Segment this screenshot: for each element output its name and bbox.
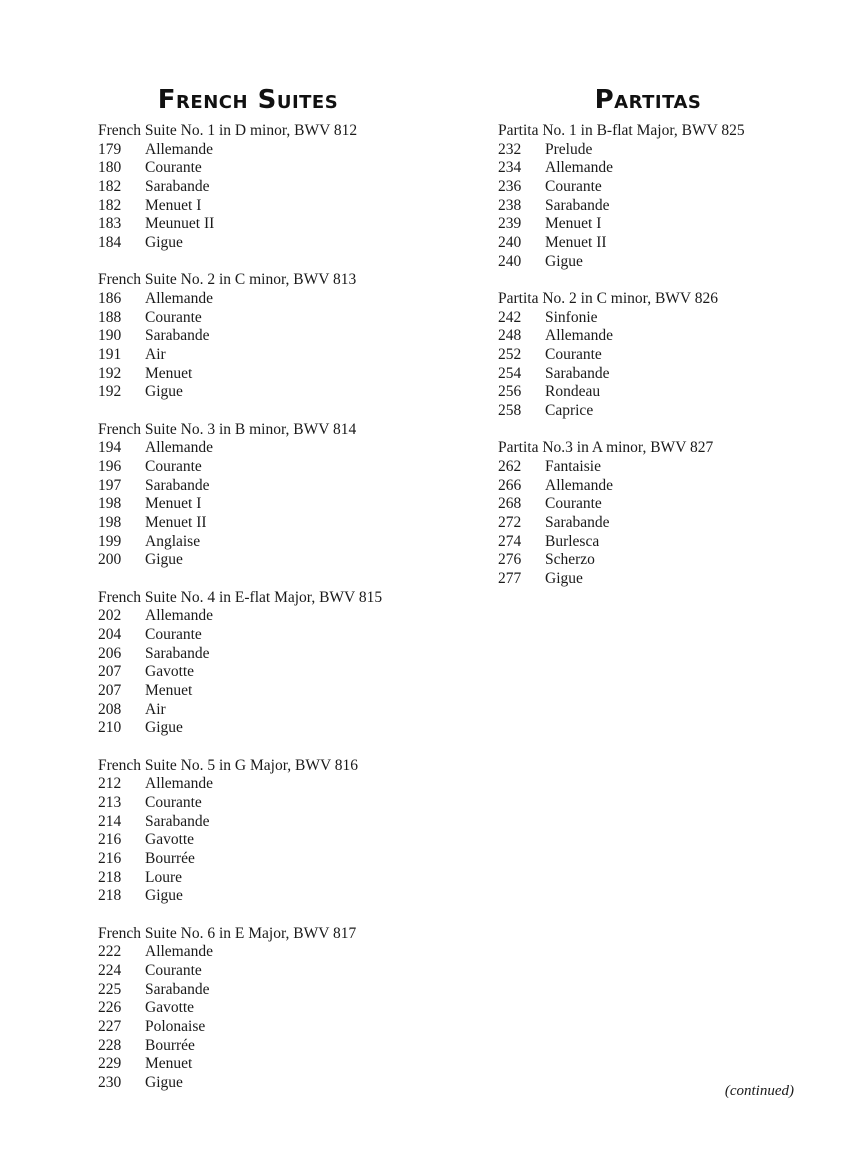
suite-block: [98, 757, 438, 907]
page-number: 183: [98, 215, 122, 233]
suite-title: French Suite No. 5 in G Major, BWV 816: [98, 756, 358, 774]
movement-row: [98, 962, 438, 981]
page-number: 180: [98, 159, 122, 177]
movement-row: [98, 309, 438, 328]
movement-name: Courante: [545, 495, 602, 513]
movement-row: [498, 346, 818, 365]
movement-name: Menuet: [145, 364, 193, 382]
page-number: 240: [498, 252, 522, 270]
movement-row: [98, 813, 438, 832]
movement-row: [498, 514, 818, 533]
movement-name: Sarabande: [145, 178, 210, 196]
page-number: 198: [98, 495, 122, 513]
movement-name: Allemande: [145, 607, 214, 625]
page-number: 206: [98, 644, 122, 662]
page-number: 262: [498, 458, 522, 475]
movement-row: [98, 458, 438, 477]
movement-name: Courante: [145, 626, 202, 643]
page-number: 248: [498, 327, 522, 345]
page-number: 268: [498, 495, 522, 513]
page-number: 200: [98, 551, 122, 569]
page-number: 213: [98, 794, 122, 811]
movement-row: [498, 477, 818, 496]
movement-name: Fantaisie: [545, 458, 601, 475]
movement-name: Menuet I: [145, 495, 202, 513]
page-number: 182: [98, 196, 122, 214]
movement-name: Gigue: [145, 383, 183, 401]
movement-name: Sarabande: [545, 514, 610, 532]
suite-title: Partita No.3 in A minor, BWV 827: [498, 439, 714, 457]
suite-block: [98, 421, 438, 571]
page-number: 204: [98, 626, 122, 643]
page-number: 227: [98, 1018, 122, 1036]
movement-row: [98, 551, 438, 570]
movement-name: Menuet I: [145, 196, 202, 214]
section-heading: French Suites: [157, 85, 339, 115]
movement-row: [98, 327, 438, 346]
suite-title: French Suite No. 1 in D minor, BWV 812: [98, 122, 358, 139]
movement-name: Allemande: [545, 159, 614, 177]
movement-row: [98, 775, 438, 794]
page-number: 240: [498, 234, 522, 252]
page-number: 238: [498, 196, 522, 214]
movement-name: Allemande: [145, 140, 214, 158]
movement-row: [98, 887, 438, 906]
movement-row: [98, 290, 438, 309]
movement-row: [498, 570, 818, 589]
page-number: 276: [498, 551, 522, 569]
suite-block: [98, 122, 438, 253]
movement-name: Menuet: [145, 1055, 193, 1073]
page-number: 197: [98, 476, 122, 494]
movement-row: [98, 943, 438, 962]
movement-name: Air: [145, 346, 166, 364]
movement-row: [98, 645, 438, 664]
page-number: 277: [498, 570, 522, 588]
page-number: 192: [98, 364, 122, 382]
movement-name: Menuet II: [545, 234, 607, 252]
movement-name: Courante: [145, 458, 202, 475]
suite-block: [98, 925, 438, 1093]
movement-name: Air: [145, 700, 166, 718]
suite-block: [98, 271, 438, 402]
movement-row: [498, 495, 818, 514]
movement-name: Menuet: [145, 682, 193, 700]
movement-name: Gavotte: [145, 663, 195, 681]
movement-row: [98, 626, 438, 645]
page-number: 214: [98, 812, 122, 830]
movement-name: Menuet II: [145, 514, 207, 532]
movement-name: Sarabande: [145, 644, 210, 662]
movement-row: [98, 1055, 438, 1074]
movement-row: [98, 1018, 438, 1037]
movement-row: [98, 159, 438, 178]
page-number: 194: [98, 439, 122, 457]
page-number: 252: [498, 346, 522, 364]
movement-name: Menuet I: [545, 215, 602, 233]
section-heading: Partitas: [594, 85, 702, 115]
page-number: 229: [98, 1055, 122, 1073]
suite-title: Partita No. 1 in B-flat Major, BWV 825: [498, 122, 745, 139]
movement-row: [98, 477, 438, 496]
column-french-suites: [98, 78, 438, 1111]
page-number: 212: [98, 775, 122, 793]
movement-row: [498, 253, 818, 272]
movement-row: [498, 383, 818, 402]
page-number: 208: [98, 700, 122, 718]
movement-row: [98, 514, 438, 533]
movement-name: Gigue: [145, 551, 183, 569]
movement-row: [498, 215, 818, 234]
movement-row: [98, 234, 438, 253]
suite-list: [98, 122, 438, 1093]
movement-name: Burlesca: [545, 532, 600, 550]
movement-row: [498, 197, 818, 216]
page-number: 202: [98, 607, 122, 625]
movement-row: [98, 346, 438, 365]
movement-name: Scherzo: [545, 551, 595, 569]
movement-row: [98, 141, 438, 160]
page-number: 186: [98, 290, 122, 307]
page-number: 234: [498, 159, 522, 177]
page-number: 207: [98, 663, 122, 681]
movement-row: [98, 533, 438, 552]
page-number: 218: [98, 887, 122, 905]
suite-block: [98, 589, 438, 739]
movement-name: Sarabande: [545, 364, 610, 382]
movement-name: Gigue: [145, 1074, 183, 1092]
movement-name: Courante: [145, 794, 202, 811]
movement-row: [98, 1037, 438, 1056]
movement-row: [98, 981, 438, 1000]
page-number: 182: [98, 178, 122, 196]
page-number: 272: [498, 514, 522, 532]
page-number: 196: [98, 458, 122, 475]
suite-title: French Suite No. 6 in E Major, BWV 817: [98, 924, 357, 942]
movement-name: Allemande: [145, 290, 214, 307]
movement-row: [98, 383, 438, 402]
movement-row: [498, 327, 818, 346]
page-number: 198: [98, 514, 122, 532]
movement-row: [498, 365, 818, 384]
movement-row: [98, 365, 438, 384]
movement-name: Allemande: [145, 439, 214, 457]
movement-name: Courante: [145, 159, 202, 177]
movement-name: Allemande: [145, 943, 214, 961]
suite-title: French Suite No. 4 in E-flat Major, BWV 815: [98, 588, 383, 606]
page-number: 225: [98, 980, 122, 998]
movement-name: Meunuet II: [145, 215, 215, 233]
page-number: 216: [98, 850, 122, 868]
suite-block: [498, 290, 818, 421]
page-number: 199: [98, 532, 122, 550]
suite-title: French Suite No. 2 in C minor, BWV 813: [98, 271, 357, 289]
movement-name: Bourrée: [145, 1036, 195, 1054]
page-number: 230: [98, 1074, 122, 1092]
page-number: 179: [98, 140, 122, 158]
movement-name: Courante: [545, 346, 602, 364]
movement-name: Sinfonie: [545, 308, 598, 326]
page-number: 191: [98, 346, 122, 364]
movement-row: [98, 495, 438, 514]
movement-row: [498, 178, 818, 197]
movement-row: [498, 458, 818, 477]
page-number: 188: [98, 308, 122, 326]
movement-row: [98, 850, 438, 869]
movement-row: [98, 197, 438, 216]
movement-name: Allemande: [545, 327, 614, 345]
movement-row: [98, 178, 438, 197]
movement-name: Sarabande: [145, 327, 210, 345]
movement-name: Allemande: [145, 775, 214, 793]
page-number: 239: [498, 215, 522, 233]
movement-name: Sarabande: [545, 196, 610, 214]
movement-name: Courante: [545, 178, 602, 196]
movement-name: Courante: [145, 308, 202, 326]
movement-row: [98, 794, 438, 813]
movement-name: Rondeau: [545, 383, 601, 401]
movement-row: [98, 1074, 438, 1093]
page-number: 210: [98, 719, 122, 737]
movement-row: [98, 215, 438, 234]
movement-row: [98, 719, 438, 738]
movement-row: [498, 159, 818, 178]
continued-note: (continued): [724, 1083, 794, 1099]
page-number: 274: [498, 532, 522, 550]
page-number: 228: [98, 1036, 122, 1054]
movement-row: [498, 141, 818, 160]
page-number: 218: [98, 868, 122, 886]
movement-name: Allemande: [545, 476, 614, 494]
page-number: 226: [98, 999, 122, 1017]
suite-title: French Suite No. 3 in B minor, BWV 814: [98, 420, 357, 438]
movement-name: Bourrée: [145, 850, 195, 868]
movement-row: [98, 831, 438, 850]
page-number: 254: [498, 364, 522, 382]
movement-row: [498, 309, 818, 328]
page-number: 236: [498, 178, 522, 196]
page-number: 256: [498, 383, 522, 401]
movement-name: Gigue: [545, 252, 583, 270]
page-number: 224: [98, 962, 122, 979]
movement-row: [98, 999, 438, 1018]
movement-name: Gigue: [145, 887, 183, 905]
page-number: 266: [498, 476, 522, 494]
movement-row: [498, 551, 818, 570]
movement-name: Sarabande: [145, 812, 210, 830]
suite-block: [498, 439, 818, 589]
movement-row: [498, 533, 818, 552]
movement-row: [98, 682, 438, 701]
movement-row: [98, 701, 438, 720]
page-number: 190: [98, 327, 122, 345]
page-number: 207: [98, 682, 122, 700]
movement-name: Polonaise: [145, 1018, 206, 1036]
movement-row: [98, 869, 438, 888]
movement-name: Loure: [145, 868, 183, 886]
movement-name: Courante: [145, 962, 202, 979]
movement-name: Gigue: [145, 234, 183, 252]
page-number: 216: [98, 831, 122, 849]
page-number: 242: [498, 308, 522, 326]
movement-name: Sarabande: [145, 476, 210, 494]
movement-row: [98, 607, 438, 626]
movement-name: Anglaise: [145, 532, 201, 550]
column-partitas: [498, 78, 818, 607]
page-number: 232: [498, 140, 522, 158]
movement-row: [98, 663, 438, 682]
suite-block: [498, 122, 818, 272]
movement-name: Prelude: [545, 140, 593, 158]
movement-name: Gigue: [145, 719, 183, 737]
movement-name: Gavotte: [145, 831, 195, 849]
movement-name: Caprice: [545, 402, 594, 420]
movement-name: Gavotte: [145, 999, 195, 1017]
page-number: 192: [98, 383, 122, 401]
page-number: 258: [498, 402, 522, 420]
movement-row: [98, 439, 438, 458]
movement-row: [498, 234, 818, 253]
suite-list: [498, 122, 818, 589]
suite-title: Partita No. 2 in C minor, BWV 826: [498, 290, 718, 307]
page-number: 184: [98, 234, 122, 252]
page-number: 222: [98, 943, 122, 961]
movement-name: Sarabande: [145, 980, 210, 998]
movement-name: Gigue: [545, 570, 583, 588]
movement-row: [498, 402, 818, 421]
